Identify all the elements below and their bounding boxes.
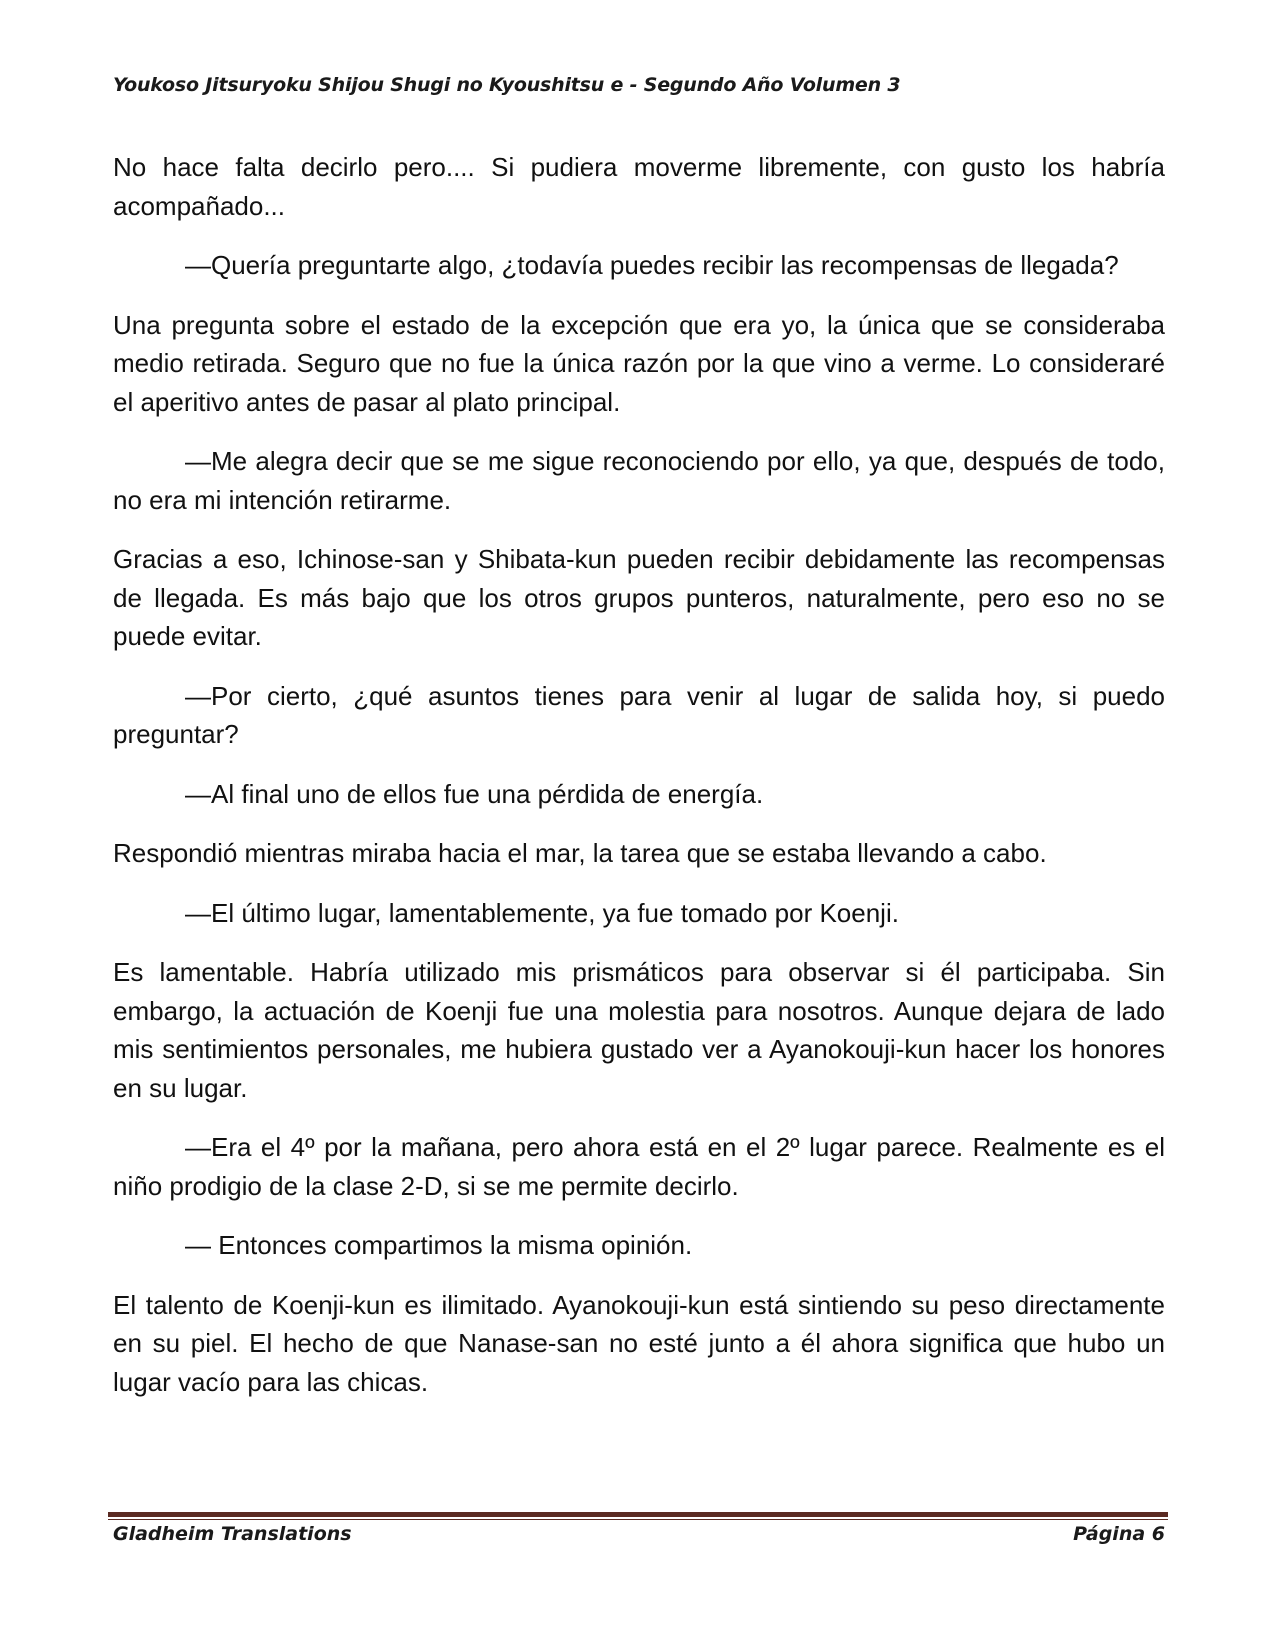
paragraph: Es lamentable. Habría utilizado mis prismáticos para observar si él participaba. Sin embargo, la actuación de Koenji fue una molestia para nosotros. Aunque dejara de lado mis sentimientos personales, me hubiera gustado ver a Ayanokouji-kun hacer los honores en su lugar. — [113, 957, 1165, 1103]
footer-translator: Gladheim Translations — [113, 1523, 352, 1545]
dialogue-paragraph: —Era el 4º por la mañana, pero ahora está en el 2º lugar parece. Realmente es el niño prodigio de la clase 2-D, si se me permite decirlo. — [113, 1132, 1165, 1201]
footer-divider-thick — [108, 1512, 1168, 1517]
footer-divider-thin — [108, 1519, 1168, 1520]
dialogue-paragraph: —Al final uno de ellos fue una pérdida de energía. — [185, 778, 764, 809]
page-body — [113, 148, 1165, 1422]
footer-page-number: Página 6 — [1073, 1523, 1165, 1545]
page-header-title: Youkoso Jitsuryoku Shijou Shugi no Kyoushitsu e - Segundo Año Volumen 3 — [113, 74, 901, 96]
dialogue-paragraph: —Me alegra decir que se me sigue reconociendo por ello, ya que, después de todo, no era mi intención retirarme. — [113, 446, 1165, 515]
dialogue-paragraph: —El último lugar, lamentablemente, ya fue tomado por Koenji. — [185, 897, 899, 928]
footer-divider — [108, 1512, 1168, 1520]
paragraph: Gracias a eso, Ichinose-san y Shibata-kun pueden recibir debidamente las recompensas de llegada. Es más bajo que los otros grupos punteros, naturalmente, pero eso no se puede evitar. — [113, 544, 1165, 651]
paragraph: No hace falta decirlo pero.... Si pudiera moverme libremente, con gusto los habría acompañado... — [113, 152, 1165, 221]
paragraph: Respondió mientras miraba hacia el mar, la tarea que se estaba llevando a cabo. — [113, 838, 1047, 868]
dialogue-paragraph: —Por cierto, ¿qué asuntos tienes para venir al lugar de salida hoy, si puedo preguntar? — [113, 680, 1165, 749]
dialogue-paragraph: — Entonces compartimos la misma opinión. — [185, 1230, 693, 1260]
paragraph: Una pregunta sobre el estado de la excepción que era yo, la única que se consideraba medio retirada. Seguro que no fue la única razón por la que vino a verme. Lo consideraré el aperitivo antes de pasar al plato principal. — [113, 309, 1165, 417]
paragraph: El talento de Koenji-kun es ilimitado. Ayanokouji-kun está sintiendo su peso directamente en su piel. El hecho de que Nanase-san no esté junto a él ahora significa que hubo un lugar vacío para las chicas. — [113, 1289, 1165, 1397]
dialogue-paragraph: —Quería preguntarte algo, ¿todavía puedes recibir las recompensas de llegada? — [185, 250, 1119, 280]
